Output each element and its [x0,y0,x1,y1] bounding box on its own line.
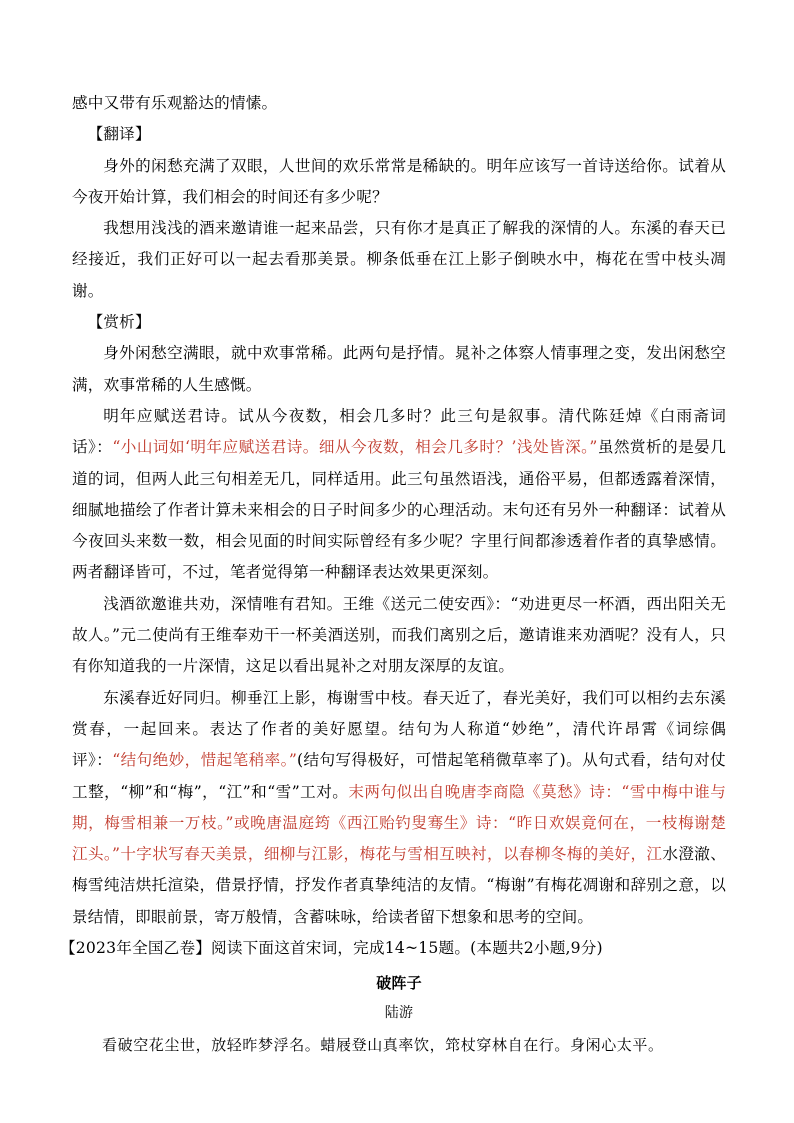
appreciation-paragraph-3: 浅酒欲邀谁共劝，深情唯有君知。王维《送元二使安西》：“劝进更尽一杯酒，西出阳关无故人。”元二使尚有王维奉劝干一杯美酒送别，而我们离别之后，邀请谁来劝酒呢？没有人，只有你知道我的一片深情，这足以看出晁补之对朋友深厚的友谊。 [72,594,726,676]
translation-paragraph-2: 我想用浅浅的酒来邀请谁一起来品尝，只有你才是真正了解我的深情的人。东溪的春天已经接近，我们正好可以一起去看那美景。柳条低垂在江上影子倒映水中，梅花在雪中枝头凋谢。 [72,219,726,300]
exam-task-line: 【2023年全国乙卷】阅读下面这首宋词，完成14~15题。(本题共2小题,9分) [60,939,603,958]
appreciation-4-quote: “结句绝妙，惜起笔稍率。” [112,751,298,770]
paragraph-continuation: 感中又带有乐观豁达的情愫。 [72,94,278,112]
poem-author: 陆游 [384,1005,414,1022]
appreciation-2-text-c: 虽然赏析的是晏几道的词，但两人此三句相差无几，同样适用。此三句虽然语浅，通俗平易，但都透露着深情，细腻地描绘了作者计算未来相会的日子时间多少的心理活动。末句还有另外一种翻译：试着从今夜回头来数一数，相会见面的时间实际曾经有多少呢？字里行间都渗透着作者的真挚感情。两者翻译皆可，不过，笔者觉得第一种翻译表达效果更深刻。 [72,438,726,582]
appreciation-4-quote-poems: 末两句似出自晚唐李商隐《莫愁》诗：“雪中梅中谁与期，梅雪相兼一万枝。”或晚唐温庭筠《西江贻钓叟骞生》诗：“昨日欢娱竟何在，一枝梅谢楚江头。”十字状写春天美景，细柳与江影，梅花与雪相互映衬，以春柳冬梅的美好，江 [72,782,726,864]
appreciation-4-text-e: 水澄澈、梅雪纯洁烘托渲染，借景抒情，抒发作者真挚纯洁的友情。“梅谢”有梅花凋谢和辞别之意，以景结情，即眼前景，寄万般情，含蓄味咏，给读者留下想象和思考的空间。 [72,845,726,926]
appreciation-4-text-c: (结句写得极好，可惜起笔稍微草率了)。从句式看，结句对仗工整，“柳”和“梅”，“江”和“雪”工对。 [72,751,726,801]
heading-appreciation: 【赏析】 [87,313,151,332]
poem-title: 破阵子 [376,974,422,993]
appreciation-4-text-a: 东溪春近好同归。柳垂江上影，梅谢雪中枝。春天近了，春光美好，我们可以相约去东溪赏春，一起回来。表达了作者的美好愿望。结句为人称道“妙绝”，清代许昂霄《词综偶评》： [72,688,726,770]
appreciation-paragraph-2 [72,401,726,589]
appreciation-2-quote: “小山词如‘明年应赋送君诗。细从今夜数，相会几多时？’浅处皆深。” [112,438,598,457]
translation-paragraph-1: 身外的闲愁充满了双眼，人世间的欢乐常常是稀缺的。明年应该写一首诗送给你。试着从今夜开始计算，我们相会的时间还有多少呢？ [72,156,726,206]
appreciation-paragraph-4 [72,683,726,933]
heading-translation: 【翻译】 [87,125,151,144]
document-page [60,88,726,1060]
appreciation-2-text-a: 明年应赋送君诗。试从今夜数，相会几多时？此三句是叙事。清代陈廷焯《白雨斋词话》： [72,406,726,457]
appreciation-paragraph-1: 身外闲愁空满眼，就中欢事常稀。此两句是抒情。晁补之体察人情事理之变，发出闲愁空满，欢事常稀的人生感慨。 [72,344,726,394]
poem-line-1: 看破空花尘世，放轻昨梦浮名。蜡屐登山真率饮，筇杖穿林自在行。身闲心太平。 [102,1036,664,1055]
